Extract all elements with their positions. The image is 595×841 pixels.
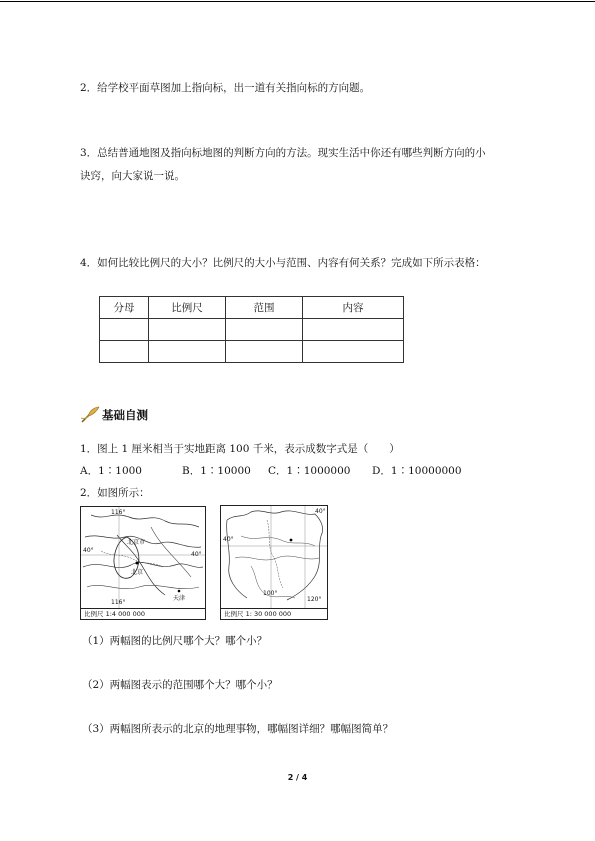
map-label: 100°: [263, 590, 278, 597]
map-label: 40°: [315, 508, 326, 515]
question-2: 2．给学校平面草图加上指向标，出一道有关指向标的方向题。: [80, 82, 371, 94]
option-b[interactable]: B．1∶10000: [182, 465, 251, 477]
header-rule: [0, 1, 595, 2]
table-cell[interactable]: [303, 341, 404, 363]
table-cell[interactable]: [149, 341, 226, 363]
section-heading: [80, 406, 148, 424]
question-3-line2: 诀窍，向大家说一说。: [80, 170, 185, 182]
map-label: 40°: [83, 547, 94, 554]
map-label: 北京市: [127, 539, 146, 546]
map-label: 北京: [131, 569, 144, 576]
table-cell[interactable]: [149, 319, 226, 341]
table-header-row: [100, 297, 404, 319]
scale-comparison-table: [99, 296, 404, 363]
table-row: [100, 319, 404, 341]
beijing-detail-map: [80, 506, 206, 620]
question-3-line1: 3．总结普通地图及指向标地图的判断方向的方法。现实生活中你还有哪些判断方向的小: [80, 147, 486, 159]
option-d[interactable]: D．1∶10000000: [372, 465, 462, 477]
test-question-1: 1．图上 1 厘米相当于实地距离 100 千米，表示成数字式是（ ）: [80, 443, 400, 455]
option-c[interactable]: C．1∶1000000: [268, 465, 351, 477]
table-header-cell: 比例尺: [149, 297, 226, 319]
section-title: 基础自测: [102, 408, 148, 422]
table-cell[interactable]: [303, 319, 404, 341]
subquestion-1: （1）两幅图的比例尺哪个大？哪个小？: [82, 635, 268, 647]
subquestion-2: （2）两幅图表示的范围哪个大？哪个小？: [82, 679, 278, 691]
page-number: 2 / 4: [287, 773, 308, 782]
table-header-cell: 内容: [303, 297, 404, 319]
table-header-cell: 范围: [226, 297, 303, 319]
table-cell[interactable]: [226, 341, 303, 363]
map-scale-caption: 比例尺 1:4 000 000: [81, 608, 205, 619]
table-cell[interactable]: [100, 341, 149, 363]
map-scale-caption: 比例尺 1: 30 000 000: [221, 608, 327, 619]
map-label: 116°: [111, 509, 126, 516]
china-overview-map: [220, 505, 328, 620]
table-row: [100, 341, 404, 363]
question-3: [80, 144, 550, 185]
table-header-cell: 分母: [100, 297, 149, 319]
map-linework: [81, 507, 205, 608]
map-label: 120°: [307, 596, 322, 603]
question-4: 4．如何比较比例尺的大小？比例尺的大小与范围、内容有何关系？完成如下所示表格：: [80, 257, 486, 269]
map-label: 40°: [223, 536, 234, 543]
map-label: 116°: [111, 599, 126, 606]
test-question-2: 2．如图所示：: [80, 487, 150, 499]
map-label: 40°: [191, 551, 202, 558]
table-cell[interactable]: [100, 319, 149, 341]
table-cell[interactable]: [226, 319, 303, 341]
quill-pen-icon: [80, 406, 100, 424]
map-label: 天津: [173, 595, 186, 602]
option-a[interactable]: A．1∶1000: [80, 465, 142, 477]
subquestion-3: （3）两幅图所表示的北京的地理事物，哪幅图详细？哪幅图简单？: [82, 723, 394, 735]
